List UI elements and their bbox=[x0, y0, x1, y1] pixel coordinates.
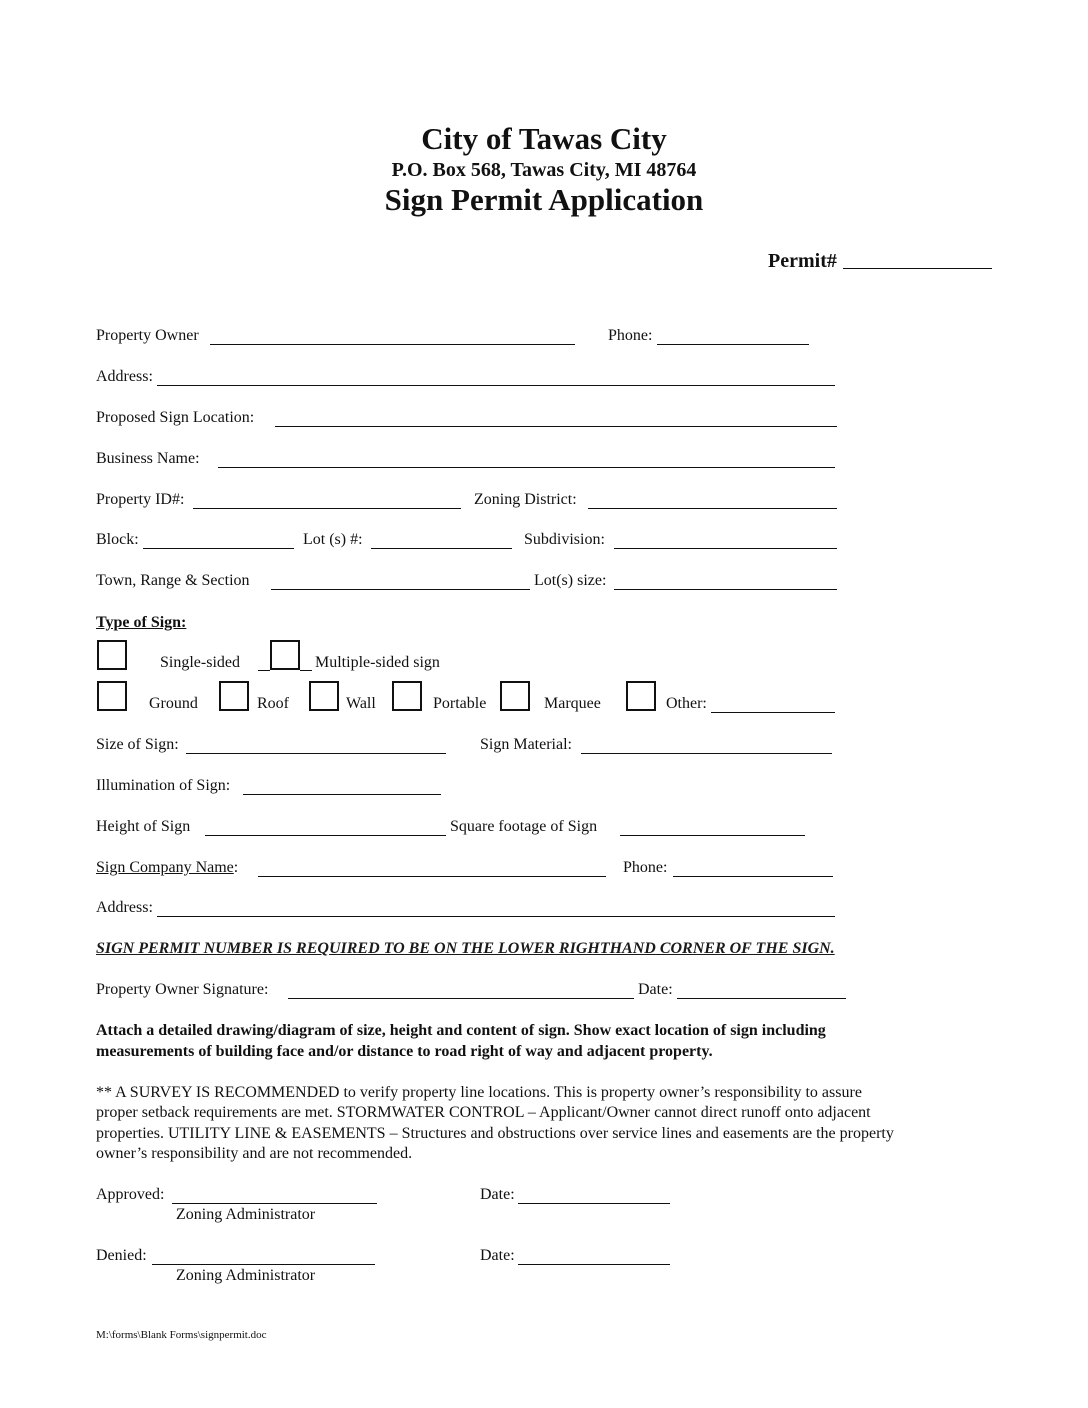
property-id-field[interactable] bbox=[193, 508, 461, 509]
other-checkbox[interactable] bbox=[626, 681, 656, 711]
denied-date-field[interactable] bbox=[518, 1264, 670, 1265]
square-footage-field[interactable] bbox=[620, 835, 805, 836]
city-title: City of Tawas City bbox=[421, 121, 667, 156]
attach-instructions-line-2: measurements of building face and/or distance to road right of way and adjacent property. bbox=[96, 1043, 713, 1060]
illumination-field[interactable] bbox=[243, 794, 441, 795]
city-address: P.O. Box 568, Tawas City, MI 48764 bbox=[391, 159, 697, 181]
owner-signature-field[interactable] bbox=[288, 998, 634, 999]
approved-label: Approved: bbox=[96, 1186, 165, 1203]
lot-field[interactable] bbox=[371, 548, 512, 549]
sign-company-colon: : bbox=[233, 859, 239, 876]
business-name-field[interactable] bbox=[218, 467, 835, 468]
zoning-district-field[interactable] bbox=[588, 508, 837, 509]
town-range-field[interactable] bbox=[271, 589, 530, 590]
permit-number-notice: SIGN PERMIT NUMBER IS REQUIRED TO BE ON THE LOWER RIGHTHAND CORNER OF THE SIGN. bbox=[96, 940, 835, 957]
other-label: Other: bbox=[666, 695, 707, 712]
height-field[interactable] bbox=[205, 835, 446, 836]
lot-size-label: Lot(s) size: bbox=[534, 572, 607, 589]
single-sided-label: Single-sided bbox=[160, 654, 240, 671]
proposed-location-label: Proposed Sign Location: bbox=[96, 409, 255, 426]
marquee-label: Marquee bbox=[544, 695, 601, 712]
size-of-sign-field[interactable] bbox=[186, 753, 446, 754]
survey-note-line-4: owner’s responsibility and are not recommended. bbox=[96, 1145, 413, 1162]
denied-label: Denied: bbox=[96, 1247, 147, 1264]
approved-date-field[interactable] bbox=[518, 1203, 670, 1204]
denied-zoning-admin: Zoning Administrator bbox=[176, 1267, 316, 1284]
ground-checkbox[interactable] bbox=[97, 681, 127, 711]
permit-label: Permit# bbox=[768, 250, 837, 272]
survey-note-line-2: proper setback requirements are met. STORMWATER CONTROL – Applicant/Owner cannot direct runoff onto adjacent bbox=[96, 1104, 871, 1121]
approved-zoning-admin: Zoning Administrator bbox=[176, 1206, 316, 1223]
phone-field[interactable] bbox=[657, 344, 809, 345]
company-address-label: Address: bbox=[96, 899, 153, 916]
property-id-label: Property ID#: bbox=[96, 491, 185, 508]
height-label: Height of Sign bbox=[96, 818, 191, 835]
company-phone-label: Phone: bbox=[623, 859, 668, 876]
phone-label: Phone: bbox=[608, 327, 653, 344]
survey-note-line-1: ** A SURVEY IS RECOMMENDED to verify property line locations. This is property owner’s responsibility to assure bbox=[96, 1084, 862, 1101]
zoning-district-label: Zoning District: bbox=[474, 491, 577, 508]
address-label: Address: bbox=[96, 368, 153, 385]
denied-signature-field[interactable] bbox=[152, 1264, 375, 1265]
subdivision-field[interactable] bbox=[614, 548, 837, 549]
portable-checkbox[interactable] bbox=[392, 681, 422, 711]
sign-company-label bbox=[96, 859, 238, 877]
sign-company-label-text: Sign Company Name bbox=[96, 859, 234, 876]
marquee-checkbox[interactable] bbox=[500, 681, 530, 711]
size-of-sign-label: Size of Sign: bbox=[96, 736, 179, 753]
attach-instructions-line-1: Attach a detailed drawing/diagram of size, height and content of sign. Show exact location of sign including bbox=[96, 1022, 826, 1039]
property-owner-field[interactable] bbox=[210, 344, 575, 345]
multiple-sided-checkbox[interactable] bbox=[270, 640, 300, 670]
roof-checkbox[interactable] bbox=[219, 681, 249, 711]
town-range-label: Town, Range & Section bbox=[96, 572, 250, 589]
approved-date-label: Date: bbox=[480, 1186, 515, 1203]
multiple-sided-underline bbox=[300, 670, 312, 671]
block-label: Block: bbox=[96, 531, 139, 548]
address-field[interactable] bbox=[157, 385, 835, 386]
block-field[interactable] bbox=[143, 548, 294, 549]
proposed-location-field[interactable] bbox=[275, 426, 837, 427]
lot-size-field[interactable] bbox=[614, 589, 837, 590]
single-sided-underline bbox=[258, 670, 270, 671]
owner-signature-label: Property Owner Signature: bbox=[96, 981, 269, 998]
signature-date-label: Date: bbox=[638, 981, 673, 998]
illumination-label: Illumination of Sign: bbox=[96, 777, 231, 794]
portable-label: Portable bbox=[433, 695, 487, 712]
square-footage-label: Square footage of Sign bbox=[450, 818, 598, 835]
form-title: Sign Permit Application bbox=[384, 182, 704, 217]
survey-note-line-3: properties. UTILITY LINE & EASEMENTS – Structures and obstructions over service lines and easements are the property bbox=[96, 1125, 894, 1142]
sign-material-label: Sign Material: bbox=[480, 736, 572, 753]
multiple-sided-label: Multiple-sided sign bbox=[315, 654, 440, 671]
denied-date-label: Date: bbox=[480, 1247, 515, 1264]
signature-date-field[interactable] bbox=[677, 998, 846, 999]
lot-label: Lot (s) #: bbox=[303, 531, 363, 548]
sign-company-field[interactable] bbox=[258, 876, 606, 877]
type-of-sign-heading: Type of Sign: bbox=[96, 614, 187, 631]
permit-number-field[interactable] bbox=[843, 268, 992, 269]
sign-material-field[interactable] bbox=[581, 753, 832, 754]
subdivision-label: Subdivision: bbox=[524, 531, 605, 548]
other-field[interactable] bbox=[711, 712, 835, 713]
company-address-field[interactable] bbox=[157, 916, 835, 917]
wall-checkbox[interactable] bbox=[309, 681, 339, 711]
business-name-label: Business Name: bbox=[96, 450, 200, 467]
approved-signature-field[interactable] bbox=[172, 1203, 377, 1204]
company-phone-field[interactable] bbox=[673, 876, 833, 877]
roof-label: Roof bbox=[257, 695, 289, 712]
ground-label: Ground bbox=[149, 695, 198, 712]
single-sided-checkbox[interactable] bbox=[97, 640, 127, 670]
wall-label: Wall bbox=[346, 695, 376, 712]
property-owner-label: Property Owner bbox=[96, 327, 199, 344]
file-path-footer: M:\forms\Blank Forms\signpermit.doc bbox=[96, 1329, 267, 1341]
